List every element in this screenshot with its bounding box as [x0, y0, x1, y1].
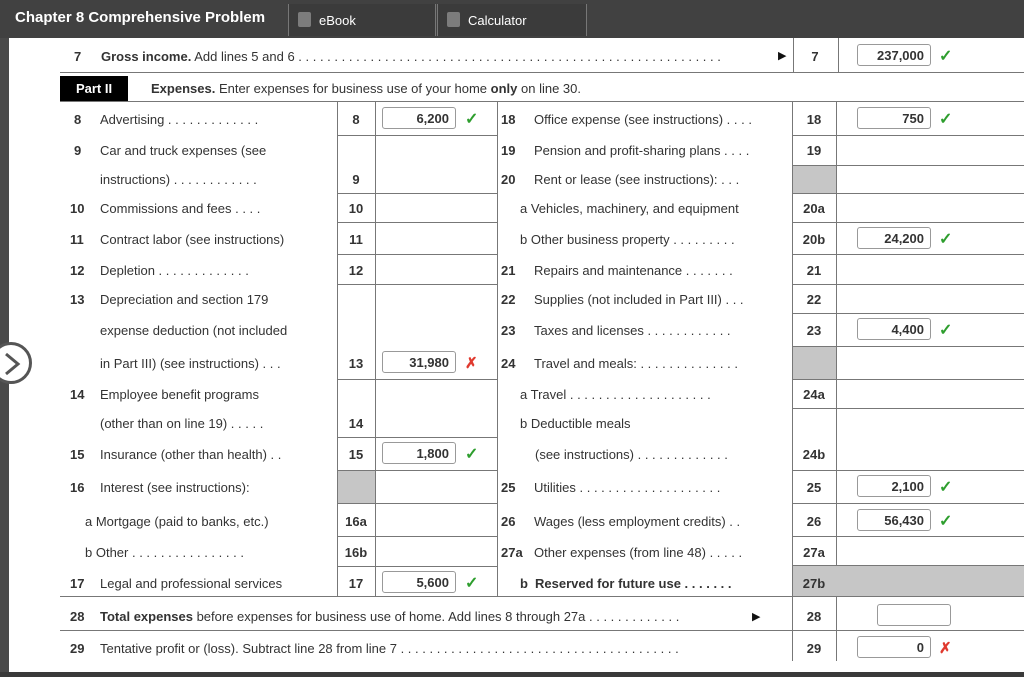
line-27b-box: 27b — [802, 576, 826, 591]
check-icon: ✓ — [465, 111, 479, 128]
line-26-input[interactable]: 56,430 — [857, 509, 931, 531]
line-23-number: 23 — [501, 323, 516, 338]
line-20b-input[interactable]: 24,200 — [857, 227, 931, 249]
line-10-box: 10 — [348, 201, 364, 216]
line-28-number: 28 — [70, 609, 85, 624]
line-23-box: 23 — [806, 323, 822, 338]
line-26-number: 26 — [501, 514, 516, 529]
line-19-number: 19 — [501, 143, 516, 158]
line-10-label: Commissions and fees . . . . — [100, 201, 261, 216]
line-25-label: Utilities . . . . . . . . . . . . . . . . . . . . — [534, 480, 721, 495]
line-24b-label: b Deductible meals — [520, 416, 631, 431]
line-11-number: 11 — [70, 232, 84, 247]
line-20b-label: b Other business property . . . . . . . . . — [520, 232, 735, 247]
line-29-box: 29 — [806, 641, 822, 656]
check-icon: ✓ — [939, 513, 953, 530]
line-27b-number: b — [520, 576, 528, 591]
tab-ebook-label: eBook — [319, 13, 356, 28]
line-15-input[interactable]: 1,800 — [382, 442, 456, 464]
line-16-label: Interest (see instructions): — [100, 480, 250, 495]
line-24a-box: 24a — [803, 387, 825, 402]
line-7-input[interactable]: 237,000 — [857, 44, 931, 66]
check-icon: ✓ — [939, 479, 953, 496]
schedule-c-form — [60, 38, 1024, 672]
line-13-input[interactable]: 31,980 — [382, 351, 456, 373]
line-12-box: 12 — [348, 263, 364, 278]
line-16a-label: a Mortgage (paid to banks, etc.) — [85, 514, 269, 529]
line-19-label: Pension and profit-sharing plans . . . . — [534, 143, 750, 158]
line-27b-label: Reserved for future use . . . . . . . — [535, 576, 732, 591]
cross-icon: ✗ — [939, 640, 952, 657]
line-14-number: 14 — [70, 387, 85, 402]
line-25-input[interactable]: 2,100 — [857, 475, 931, 497]
line-13-label: Depreciation and section 179 — [100, 292, 269, 307]
line-18-input[interactable]: 750 — [857, 107, 931, 129]
line-17-number: 17 — [70, 576, 85, 591]
line-17-input[interactable]: 5,600 — [382, 571, 456, 593]
line-24a-label: a Travel . . . . . . . . . . . . . . . . . . . . — [520, 387, 711, 402]
line-14-label-cont: (other than on line 19) . . . . . — [100, 416, 264, 431]
line-18-box: 18 — [806, 112, 822, 127]
line-13-label-cont2: in Part III) (see instructions) . . . — [100, 356, 281, 371]
check-icon: ✓ — [939, 322, 953, 339]
arrow-right-icon: ▶ — [752, 611, 761, 623]
check-icon: ✓ — [465, 575, 479, 592]
line-9-label: Car and truck expenses (see — [100, 143, 267, 158]
line-13-label-cont: expense deduction (not included — [100, 323, 288, 338]
line-22-number: 22 — [501, 292, 516, 307]
line-25-number: 25 — [501, 480, 516, 495]
line-29-label: Tentative profit or (loss). Subtract line 28 from line 7 . . . . . . . . . . . . . . . . . . . . . . . . . . . . . . . . . . . . . . . — [100, 641, 679, 656]
line-27a-number: 27a — [501, 545, 523, 560]
line-21-box: 21 — [806, 263, 822, 278]
line-20-label: Rent or lease (see instructions): . . . — [534, 172, 740, 187]
line-7-box: 7 — [811, 49, 819, 64]
line-28-box: 28 — [806, 609, 822, 624]
line-17-label: Legal and professional services — [100, 576, 283, 591]
part-ii-label: Part II — [60, 76, 128, 101]
line-8-label: Advertising . . . . . . . . . . . . . — [100, 112, 259, 127]
line-8-box: 8 — [352, 112, 360, 127]
line-20b-box: 20b — [802, 232, 826, 247]
tab-calculator-label: Calculator — [468, 13, 527, 28]
tab-ebook[interactable] — [288, 4, 436, 36]
cross-icon: ✗ — [465, 355, 478, 372]
line-21-label: Repairs and maintenance . . . . . . . — [534, 263, 733, 278]
line-23-input[interactable]: 4,400 — [857, 318, 931, 340]
top-toolbar — [0, 0, 1024, 38]
line-23-label: Taxes and licenses . . . . . . . . . . . . — [534, 323, 731, 338]
line-20a-label: a Vehicles, machinery, and equipment — [520, 201, 739, 216]
line-26-box: 26 — [806, 514, 822, 529]
part-ii-heading: Expenses. Enter expenses for business use of your home only on line 30. — [151, 81, 581, 96]
line-20-number: 20 — [501, 172, 516, 187]
line-9-number: 9 — [74, 143, 82, 158]
line-22-box: 22 — [806, 292, 822, 307]
tab-calculator[interactable] — [437, 4, 587, 36]
line-24-number: 24 — [501, 356, 516, 371]
line-13-box: 13 — [348, 356, 364, 371]
line-18-number: 18 — [501, 112, 516, 127]
line-19-box: 19 — [806, 143, 822, 158]
line-15-number: 15 — [70, 447, 85, 462]
check-icon: ✓ — [939, 231, 953, 248]
line-18-label: Office expense (see instructions) . . . . — [534, 112, 752, 127]
line-20a-box: 20a — [803, 201, 825, 216]
line-11-label: Contract labor (see instructions) — [100, 232, 285, 247]
line-28-label: Total expenses before expenses for business use of home. Add lines 8 through 27a . . . . . . . . . . . . . — [100, 609, 680, 624]
page-title: Chapter 8 Comprehensive Problem — [15, 9, 266, 26]
line-7-number: 7 — [74, 49, 82, 64]
line-16-number: 16 — [70, 480, 85, 495]
line-24b-box: 24b — [802, 447, 826, 462]
check-icon: ✓ — [939, 48, 953, 65]
line-12-number: 12 — [70, 263, 85, 278]
line-24b-label-cont: (see instructions) . . . . . . . . . . . . . — [535, 447, 728, 462]
line-13-number: 13 — [70, 292, 85, 307]
line-14-label: Employee benefit programs — [100, 387, 259, 402]
line-11-box: 11 — [349, 232, 363, 247]
line-16b-box: 16b — [344, 545, 368, 560]
line-17-box: 17 — [348, 576, 364, 591]
line-7-label: Gross income. Add lines 5 and 6 . . . . . . . . . . . . . . . . . . . . . . . . . . . . . . . . . . . . . . . . . . . . . . . . . . . . . . . . . . . — [101, 49, 721, 64]
line-16b-label: b Other . . . . . . . . . . . . . . . . — [85, 545, 244, 560]
line-15-label: Insurance (other than health) . . — [100, 447, 282, 462]
line-25-box: 25 — [806, 480, 822, 495]
line-22-label: Supplies (not included in Part III) . . . — [534, 292, 744, 307]
line-16a-box: 16a — [345, 514, 367, 529]
ebook-icon — [298, 12, 311, 27]
line-12-label: Depletion . . . . . . . . . . . . . — [100, 263, 249, 278]
chevron-right-icon — [3, 352, 21, 376]
line-21-number: 21 — [501, 263, 516, 278]
line-9-label-cont: instructions) . . . . . . . . . . . . — [100, 172, 257, 187]
line-29-input[interactable]: 0 — [857, 636, 931, 658]
line-8-number: 8 — [74, 112, 82, 127]
line-15-box: 15 — [348, 447, 364, 462]
line-29-number: 29 — [70, 641, 85, 656]
line-27a-label: Other expenses (from line 48) . . . . . — [534, 545, 743, 560]
line-27a-box: 27a — [803, 545, 825, 560]
line-28-input[interactable] — [877, 604, 951, 626]
check-icon: ✓ — [939, 111, 953, 128]
line-24-label: Travel and meals: . . . . . . . . . . . . . . — [534, 356, 738, 371]
next-arrow-button[interactable] — [0, 342, 32, 384]
check-icon: ✓ — [465, 446, 479, 463]
line-8-input[interactable]: 6,200 — [382, 107, 456, 129]
line-26-label: Wages (less employment credits) . . — [534, 514, 741, 529]
line-14-box: 14 — [348, 416, 364, 431]
arrow-right-icon: ▶ — [778, 50, 787, 62]
calculator-icon — [447, 12, 460, 27]
line-10-number: 10 — [70, 201, 85, 216]
bottom-scrollbar[interactable] — [0, 672, 1024, 677]
line-9-box: 9 — [352, 172, 360, 187]
